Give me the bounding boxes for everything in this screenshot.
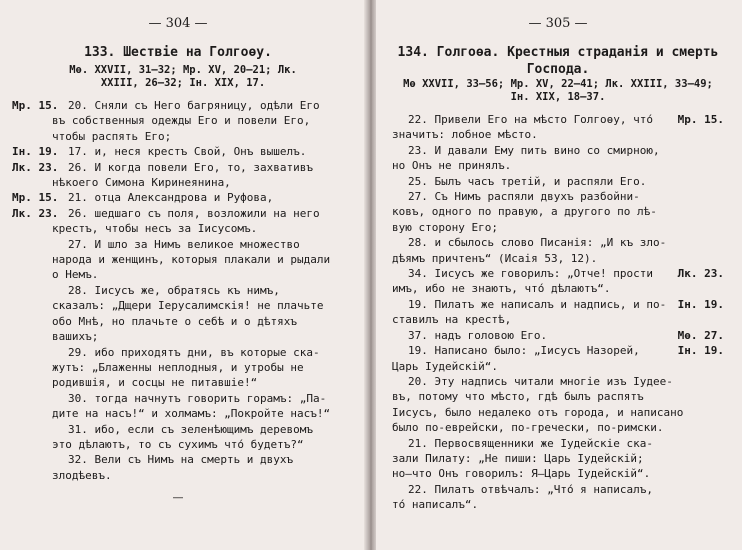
verse (12, 452, 344, 483)
verse-line: 34. Іисусъ же говорилъ: „Отче! прости (408, 267, 654, 281)
verse (12, 422, 344, 453)
source-reference: Ін. 19. (12, 145, 59, 159)
verse (392, 482, 724, 513)
verse-line: сказалъ: „Дщери Іерусалимскія! не плачьте (52, 299, 324, 313)
verse (12, 206, 344, 237)
verse-line: было по-еврейски, по-гречески, по-римски. (392, 421, 664, 435)
right-section-title: 134. Голгоѳа. Крестныя страданія и смерть Господа. (397, 45, 719, 77)
verse-line: нѣкоего Симона Киринеянина, (52, 176, 231, 190)
verse-line: зали Пилату: „Не пиши: Царь Іудейскій; (392, 451, 644, 465)
verse-line: о Немъ. (52, 268, 99, 282)
verse-line: 22. Привели Его на мѣсто Голгоѳу, что́ (408, 113, 654, 126)
verse-line: вую сторону Его; (392, 220, 498, 234)
verse (392, 235, 724, 266)
right-page (376, 0, 742, 550)
verse-line: 26. шедшаго съ поля, возложили на него (68, 206, 320, 220)
verse-line: въ, потому что мѣсто, гдѣ былъ распятъ (392, 390, 644, 404)
source-reference: Мр. 15. (677, 113, 724, 126)
end-mark: — (172, 491, 184, 505)
verse (392, 343, 724, 374)
verse-line: 19. Написано было: „Іисусъ Назорей, (408, 344, 640, 358)
verse (12, 98, 344, 144)
source-reference: Мр. 15. (12, 191, 59, 205)
source-reference: Ін. 19. (677, 344, 724, 358)
verse-line: народа и женщинъ, которыя плакали и рыдали (52, 253, 331, 267)
source-reference: Лк. 23. (677, 267, 724, 281)
verse-line: злодѣевъ. (52, 468, 112, 482)
verse (392, 174, 724, 189)
verse-line: значитъ: лобное мѣсто. (392, 128, 538, 142)
verse-line: 27. Съ Нимъ распяли двухъ разбойни- (408, 190, 640, 204)
verse-line: родившія, и сосцы не питавшіе!“ (52, 376, 258, 390)
verse-line: 25. Былъ часъ третій, и распяли Его. (408, 174, 647, 188)
verse (392, 374, 724, 436)
verse (12, 190, 344, 205)
verse-line: дите на насъ!“ и холмамъ: „Покройте насъ!“ (52, 407, 331, 421)
source-reference: Ін. 19. (677, 297, 724, 311)
left-section-title: 133. Шествіе на Голгоѳу. (84, 45, 272, 60)
verse-line: но—что Онъ говорилъ: Я—Царь Іудейскій“. (392, 467, 651, 481)
verse-line: 20. Сняли съ Него багряницу, одѣли Его (68, 99, 320, 112)
verse-line: чтобы распять Его; (52, 129, 172, 143)
verse (12, 160, 344, 191)
verse (12, 391, 344, 422)
verse-line: крестъ, чтобы несъ за Іисусомъ. (52, 222, 258, 236)
source-reference: Мр. 15. (12, 99, 59, 112)
verse-line: 29. ибо приходятъ дни, въ которые ска- (68, 345, 320, 359)
verse-line: жутъ: „Блаженны неплодныя, и утробы не (52, 360, 304, 374)
left-cross-references: Мѳ. XXVII, 31—32; Мр. XV, 20—21; Лк. XXIII, 26—32; Ін. XIX, 17. (69, 64, 297, 89)
verse-line: 26. И когда повели Его, то, захвативъ (68, 160, 314, 174)
verse-line: Царь Іудейскій“. (392, 359, 498, 373)
verse-line: 30. тогда начнутъ говорить горамъ: „Па- (68, 391, 327, 405)
left-page-number: — 304 — (148, 16, 208, 31)
verse-line: 37. надъ головою Его. (408, 328, 548, 342)
verse-line: 28. Іисусъ же, обратясь къ нимъ, (68, 283, 280, 297)
verse-line: 19. Пилатъ же написалъ и надпись, и по- (408, 297, 667, 311)
verse-line: это дѣлаютъ, то съ сухимъ что́ будетъ?“ (52, 437, 304, 451)
verse-line: въ собственныя одежды Его и повели Его, (52, 114, 311, 128)
verse-line: 21. Первосвященники же Іудейскіе ска- (408, 436, 654, 450)
verse-line: 28. и сбылось слово Писанія: „И къ зло- (408, 236, 667, 250)
verse-line: но Онъ не принялъ. (392, 159, 512, 173)
verse (12, 283, 344, 345)
verse-line: 22. Пилатъ отвѣчалъ: „Что́ я написалъ, (408, 482, 654, 496)
left-page-content (12, 0, 344, 550)
verse-line: то́ написалъ“. (392, 498, 479, 512)
verse-line: 17. и, неся крестъ Свой, Онъ вышелъ. (68, 145, 307, 159)
right-page-number: — 305 — (528, 16, 588, 31)
right-page-content (392, 0, 724, 550)
verse-line: обо Мнѣ, но плачьте о себѣ и о дѣтяхъ (52, 314, 298, 328)
verse (392, 297, 724, 328)
verse-line: ковъ, одного по правую, а другого по лѣ- (392, 205, 657, 219)
verse-line: Іисусъ, было недалеко отъ города, и написано (392, 405, 684, 419)
verse-line: 21. отца Александрова и Руфова, (68, 191, 274, 205)
verse-line: вашихъ; (52, 330, 99, 344)
right-cross-references: Мѳ XXVII, 33—56; Мр. XV, 22—41; Лк. XXIII, 33—49; Ін. XIX, 18—37. (403, 78, 713, 103)
verse-line: ставилъ на крестѣ, (392, 313, 512, 327)
verse (392, 436, 724, 482)
source-reference: Лк. 23. (12, 160, 59, 174)
verse (12, 345, 344, 391)
verse-line: 20. Эту надпись читали многіе изъ Іудее- (408, 374, 673, 388)
left-page (0, 0, 366, 550)
source-reference: Лк. 23. (12, 206, 59, 220)
verse (392, 189, 724, 235)
right-verses (392, 112, 724, 513)
verse (12, 237, 344, 283)
left-verses (12, 98, 344, 483)
verse (392, 143, 724, 174)
verse (392, 328, 724, 343)
source-reference: Мѳ. 27. (677, 328, 724, 342)
verse-line: 31. ибо, если съ зеленѣющимъ деревомъ (68, 422, 314, 436)
verse-line: 32. Вели съ Нимъ на смерть и двухъ (68, 453, 294, 467)
verse-line: 27. И шло за Нимъ великое множество (68, 237, 300, 251)
verse (392, 266, 724, 297)
verse-line: 23. И давали Ему пить вино со смирною, (408, 143, 660, 157)
verse-line: имъ, ибо не знаютъ, что́ дѣлаютъ“. (392, 282, 611, 296)
verse (12, 144, 344, 159)
verse (392, 112, 724, 143)
verse-line: дѣямъ причтенъ“ (Исаія 53, 12). (392, 251, 598, 265)
